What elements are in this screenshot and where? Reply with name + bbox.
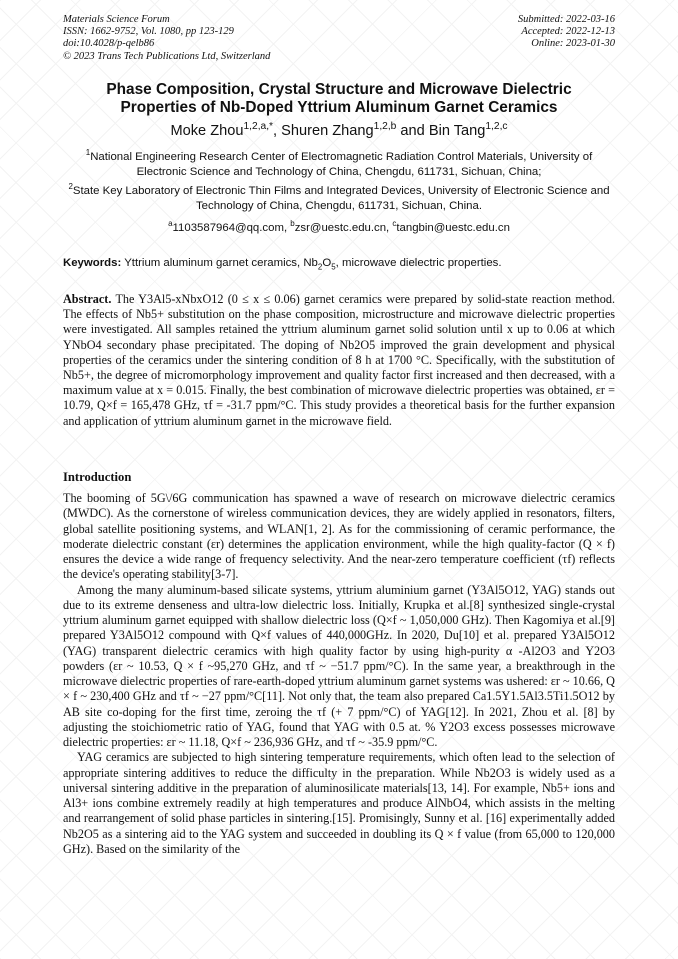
abstract-label: Abstract.	[63, 292, 112, 306]
issn: ISSN: 1662-9752, Vol. 1080, pp 123-129	[63, 26, 234, 38]
intro-paragraph-1: The booming of 5G\/6G communication has spawned a wave of research on microwave dielectric ceramics (MWDC). As the cornerstone of wireless communication devices, they are widely applied in resonators, filters, global satellite positioning systems, and WLAN[1, 2]. As for the commissioning of ceramic performance, the moderate dielectric constant (εr) determines the application environment, while the high quality-factor (Q × f) ensures the device a wide range of frequency selectivity. And the near-zero temperature coefficient (τf) reflects the device's operating stability[3-7].	[63, 491, 615, 582]
author-3: Bin Tang	[428, 123, 486, 139]
keywords-text-2: O	[322, 257, 332, 269]
paper-title	[40, 81, 638, 117]
author-2-affil: 1,2,b	[373, 121, 397, 133]
affiliation-1-number: 1	[85, 148, 91, 158]
online-date: Online: 2023-01-30	[531, 38, 615, 50]
submitted-date: Submitted: 2022-03-16	[517, 14, 615, 25]
dates-header	[518, 14, 615, 51]
keywords	[63, 257, 623, 272]
author-1: Moke Zhou	[170, 123, 244, 139]
author-emails	[60, 221, 618, 236]
title-line-2: Properties of Nb-Doped Yttrium Aluminum Garnet Ceramics	[120, 99, 558, 116]
email-c[interactable]: tangbin@uestc.edu.cn	[396, 222, 510, 234]
author-1-affil: 1,2,a,*	[243, 121, 274, 133]
email-a-mark: a	[168, 219, 173, 229]
journal-name: Materials Science Forum	[63, 14, 170, 25]
affiliation-1	[60, 150, 618, 180]
email-b[interactable]: zsr@uestc.edu.cn,	[294, 222, 393, 234]
affiliation-2-text: State Key Laboratory of Electronic Thin Films and Integrated Devices, University of Electronic Science and Technology of China, Chengdu, 611731, Sichuan, China.	[72, 185, 610, 212]
email-c-mark: c	[392, 219, 397, 229]
author-list	[40, 123, 638, 139]
introduction-heading: Introduction	[63, 470, 132, 484]
copyright: © 2023 Trans Tech Publications Ltd, Switzerland	[63, 50, 271, 62]
author-2: Shuren Zhang	[281, 123, 374, 139]
introduction-body	[63, 491, 615, 857]
keywords-text-3: , microwave dielectric properties.	[335, 257, 502, 269]
affiliation-1-text: National Engineering Research Center of Electromagnetic Radiation Control Materials, University of Electronic Science and Technology of China, Chengdu, 611731, Sichuan, China;	[90, 151, 593, 178]
affiliation-2	[60, 184, 618, 214]
email-b-mark: b	[290, 219, 295, 229]
abstract-text: The Y3Al5-xNbxO12 (0 ≤ x ≤ 0.06) garnet ceramics were prepared by solid-state reaction method. The effects of Nb5+ substitution on the phase composition, microstructure and microwave dielectric properties were investigated. All samples retained the yttrium aluminum garnet solid solution until x up to 0.06 at which YNbO4 secondary phase precipitated. The doping of Nb2O5 improved the grain development and physical properties of the ceramics under the sintering condition of 8 h at 1700 °C. Specifically, with the substitution of Nb5+, the degree of micromorphology improvement and quality factor first increased and then decreased, with a maximum value at x = 0.015. Finally, the best combination of microwave dielectric properties was obtained, εr = 10.79, Q×f = 165,478 GHz, τf = -31.7 ppm/°C. This study provides a theoretical basis for the further expansion and application of yttrium aluminum garnet in the microwave field.	[63, 292, 615, 428]
journal-header	[63, 14, 270, 63]
keywords-label: Keywords:	[63, 257, 122, 269]
doi: doi:10.4028/p-qelb86	[63, 38, 155, 50]
intro-paragraph-2: Among the many aluminum-based silicate systems, yttrium aluminium garnet (Y3Al5O12, YAG) stands out due to its extreme denseness and ultra-low dielectric loss. Initially, Krupka et al.[8] synthesized single-crystal yttrium aluminum garnet equipped with shallow dielectric loss (Q×f ~ 1,050,000 GHz). Then Kagomiya et al.[9] prepared Y3Al5O12 compound with Q×f values of 440,000GHz. In 2020, Du[10] et al. prepared Y3Al5O12 (YAG) transparent dielectric ceramics with high quality factor by using high-purity α -Al2O3 and Y2O3 powders (εr ~ 10.53, Q × f ~95,270 GHz, and τf ~ −51.7 ppm/°C). In the same year, a breakthrough in the microwave dielectric properties of rare-earth-doped yttrium aluminum garnet systems was ushered: εr ~ 10.66, Q × f ~ 230,400 GHz and τf ~ −27 ppm/°C[11]. Not only that, the team also prepared Ca1.5Y1.5Al3.5Ti1.5O12 by AB site co-doping for the first time, zeroing the τf (+ 7 ppm/°C) of YAG[12]. In 2021, Zhou et al. [8] by adjusting the stoichiometric ratio of YAG, found that YAG with 0.5 at. % Y2O3 excess possesses microwave dielectric properties: εr ~ 11.18, Q×f ~ 236,936 GHz, and τf ~ -35.9 ppm/°C.	[63, 582, 615, 749]
keywords-text-1: Yttrium aluminum garnet ceramics, Nb	[121, 257, 318, 269]
email-a[interactable]: 1103587964@qq.com,	[172, 222, 291, 234]
author-and: and	[396, 123, 429, 139]
keywords-sub-2: 5	[331, 262, 336, 272]
affiliation-2-number: 2	[68, 182, 73, 192]
accepted-date: Accepted: 2022-12-13	[521, 26, 615, 38]
author-sep: ,	[273, 123, 282, 139]
abstract	[63, 292, 615, 429]
intro-paragraph-3: YAG ceramics are subjected to high sintering temperature requirements, which often lead to the selection of appropriate sintering additives to reduce the difficulty in the preparation. While Nb2O3 is widely used as a universal sintering additive in the preparation of aluminosilicate materials[13, 14]. For example, Nb5+ ions and Al3+ ions combine extremely readily at high temperatures and produce AlNbO4, which assists in the melting and rearrangement of solid phase particles in sintering.[15]. Promisingly, Sunny et al. [16] experimentally added Nb2O5 as a sintering aid to the YAG system and succeeded in doubling its Q × f value (from 65,000 to 120,000 GHz). Based on the similarity of the	[63, 750, 615, 856]
author-3-affil: 1,2,c	[485, 121, 508, 133]
keywords-sub-1: 2	[317, 262, 323, 272]
title-line-1: Phase Composition, Crystal Structure and Microwave Dielectric	[106, 81, 572, 98]
